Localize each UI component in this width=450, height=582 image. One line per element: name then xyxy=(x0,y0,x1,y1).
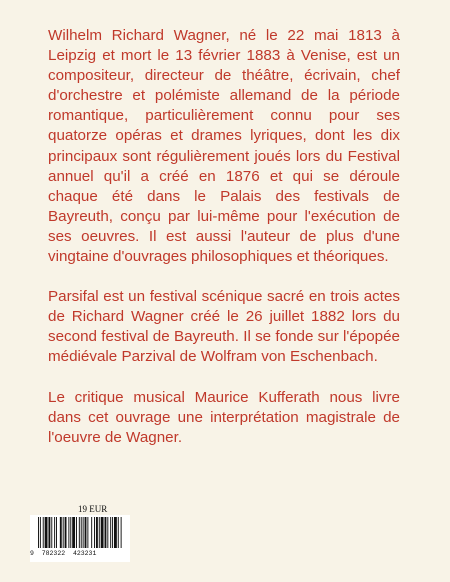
barcode-bar xyxy=(70,517,71,548)
barcode-bar xyxy=(96,517,98,548)
barcode-digits xyxy=(30,550,130,557)
barcode-bar xyxy=(101,517,104,548)
barcode-right-group: 423231 xyxy=(72,550,97,557)
barcode-first-digit: 9 xyxy=(30,550,34,557)
barcode-bar xyxy=(76,517,77,548)
barcode-bar xyxy=(40,517,41,548)
barcode-bar xyxy=(56,517,57,548)
barcode xyxy=(30,515,130,562)
barcode-bar xyxy=(68,517,69,548)
barcode-bar xyxy=(85,517,87,548)
barcode-bar xyxy=(121,517,122,548)
barcode-bar xyxy=(114,517,117,548)
barcode-bar xyxy=(99,517,100,548)
barcode-bar xyxy=(110,517,111,548)
barcode-bar xyxy=(118,517,119,548)
barcode-bar xyxy=(54,517,55,548)
barcode-bar xyxy=(63,517,64,548)
barcode-bar xyxy=(45,517,48,548)
barcode-bar xyxy=(107,517,108,548)
paragraph-wagner-bio: Wilhelm Richard Wagner, né le 22 mai 1813 à Leipzig et mort le 13 février 1883 à Venise, est un compositeur, directeur de théâtre, écrivain, chef d'orchestre et polémiste allemand de la période romantique, particulièrement connu pour ses quatorze opéras et drames lyriques, dont les dix principaux sont régulièrement joués lors du Festival annuel qu'il a créé en 1876 et qui se déroule chaque été dans le Palais des festivals de Bayreuth, conçu par lui-même pour l'exécution de ses oeuvres. Il est aussi l'auteur de plus d'une vingtaine d'ouvrages philosophiques et théoriques. xyxy=(48,27,400,266)
barcode-bar xyxy=(65,517,67,548)
price-label: 19 EUR xyxy=(78,504,108,514)
barcode-bar xyxy=(112,517,113,548)
barcode-bar xyxy=(81,517,82,548)
paragraph-parsifal: Parsifal est un festival scénique sacré en trois actes de Richard Wagner créé le 26 juillet 1882 lors du second festival de Bayreuth. Il se fonde sur l'épopée médiévale Parzival de Wolfram von Eschenbach. xyxy=(48,288,400,366)
description-text xyxy=(48,26,400,468)
barcode-bar xyxy=(60,517,62,548)
barcode-bar xyxy=(83,517,84,548)
barcode-left-group: 782322 xyxy=(41,550,66,557)
barcode-bar xyxy=(48,517,50,548)
barcode-bar xyxy=(43,517,44,548)
barcode-bar xyxy=(38,517,39,548)
barcode-bar xyxy=(94,517,95,548)
paragraph-kufferath: Le critique musical Maurice Kufferath nous livre dans cet ouvrage une interprétation magistrale de l'oeuvre de Wagner. xyxy=(48,388,400,446)
barcode-bar xyxy=(72,517,75,548)
barcode-bars xyxy=(30,515,130,551)
barcode-bar xyxy=(91,517,92,548)
barcode-bar xyxy=(87,517,88,548)
barcode-bar xyxy=(51,517,52,548)
barcode-bar xyxy=(79,517,80,548)
barcode-bar xyxy=(105,517,107,548)
